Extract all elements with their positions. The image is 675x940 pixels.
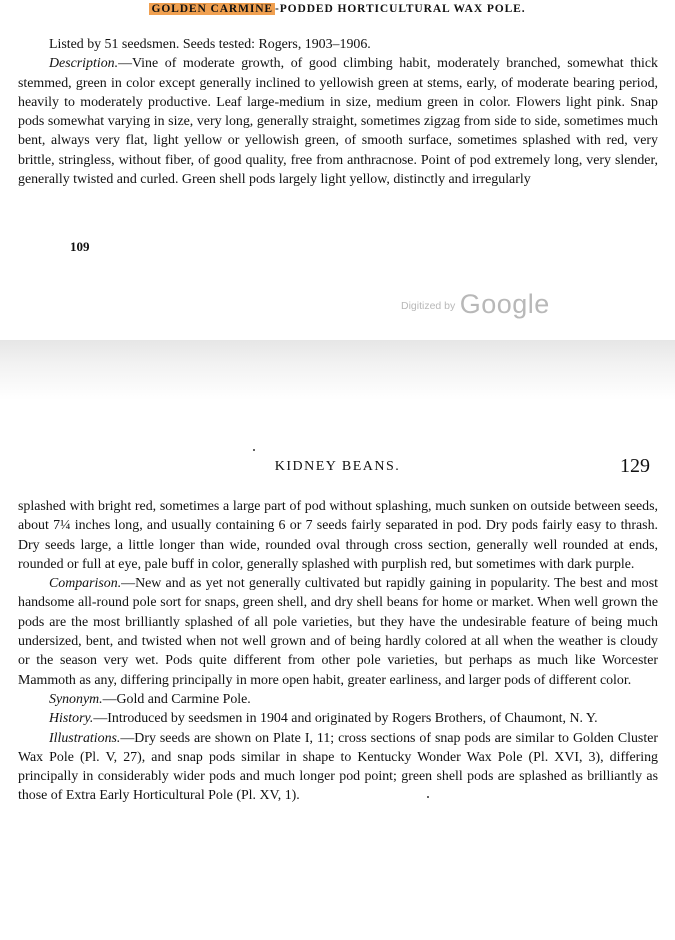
continuation-paragraph: splashed with bright red, sometimes a large part of pod without splashing, much sunken on outside between seeds, about 7¼ inches long, and usually containing 6 or 7 seeds fairly separated in pod. Dry pods fairly easy to thrash. Dry seeds large, a little longer than wide, rounded oval through cross section, generally well rounded at ends, rounded or full at eye, pale buff in color, generally splashed with purplish red, but sometimes with dark purple. xyxy=(18,499,658,572)
synonym-label: Synonym. xyxy=(49,691,103,707)
heading-rest: -PODDED HORTICULTURAL WAX POLE. xyxy=(275,3,526,15)
description-label: Description. xyxy=(49,56,119,72)
description-paragraph xyxy=(18,54,658,189)
illustrations-text: —Dry seeds are shown on Plate I, 11; cross sections of snap pods are similar to Golden Cluster Wax Pole (Pl. V, 27), and snap pods similar in shape to Kentucky Wonder Wax Pole (Pl. XVI, 3), differing principally in considerably wider pods and much longer pod point; green shell pods are splashed as brilliantly as those of Extra Early Horticultural Pole (Pl. XV, 1). xyxy=(18,730,658,804)
running-head: KIDNEY BEANS. xyxy=(274,459,401,474)
scan-speck xyxy=(253,449,255,451)
bottom-body-text xyxy=(18,497,658,806)
digitized-by-label: Digitized by xyxy=(401,300,456,312)
scan-speck xyxy=(427,796,429,798)
top-body-text xyxy=(18,35,658,189)
synonym-paragraph xyxy=(18,690,658,709)
history-paragraph xyxy=(18,709,658,728)
variety-heading xyxy=(0,3,675,15)
illustrations-label: Illustrations. xyxy=(49,730,121,746)
comparison-label: Comparison. xyxy=(49,576,122,592)
heading-highlight: GOLDEN CARMINE xyxy=(151,3,274,15)
synonym-text: —Gold and Carmine Pole. xyxy=(102,691,251,707)
description-text: —Vine of moderate growth, of good climbing habit, moderately branched, somewhat thick stemmed, green in color except generally inclined to yellowish green at stems, early, of moderate bearing period, heavily to moderately productive. Leaf large-medium in size, medium green in color. Flowers light pink. Snap pods somewhat varying in size, very long, generally straight, sometimes zigzag from side to side, sometimes much bent, always very flat, light yellow or yellowish green, of smooth surface, sometimes splashed with red, very brittle, stringless, without fiber, of good quality, free from anthracnose. Point of pod extremely long, very slender, generally twisted and curled. Green shell pods largely light yellow, distinctly and irregularly xyxy=(18,56,658,188)
illustrations-paragraph xyxy=(18,729,658,806)
page-separator xyxy=(0,340,675,400)
page-number-bottom: 129 xyxy=(620,455,650,477)
comparison-text: —New and as yet not generally cultivated but rapidly gaining in popularity. The best and most handsome all-round pole sort for snaps, green shell, and dry shell beans for home or market. When well grown the pods are the most brilliantly splashed of all pole varieties, but they have the undesirable feature of being much undersized, bent, and twisted when not well grown and of being hardly colored at all when the weather is cloudy or the season very wet. Pods quite different from other pole varieties, but perhaps as much like Worcester Mammoth as any, differing principally in more open habit, greater earliness, and larger pods of different color. xyxy=(18,576,658,688)
history-label: History. xyxy=(49,711,94,727)
page-number-top: 109 xyxy=(70,239,90,254)
google-logo: Google xyxy=(459,289,550,319)
comparison-paragraph xyxy=(18,574,658,690)
listed-line: Listed by 51 seedsmen. Seeds tested: Rogers, 1903–1906. xyxy=(49,37,371,52)
digitized-by-google-watermark xyxy=(401,289,550,320)
top-page xyxy=(0,0,675,340)
history-text: —Introduced by seedsmen in 1904 and originated by Rogers Brothers, of Chaumont, N. Y. xyxy=(93,711,598,727)
